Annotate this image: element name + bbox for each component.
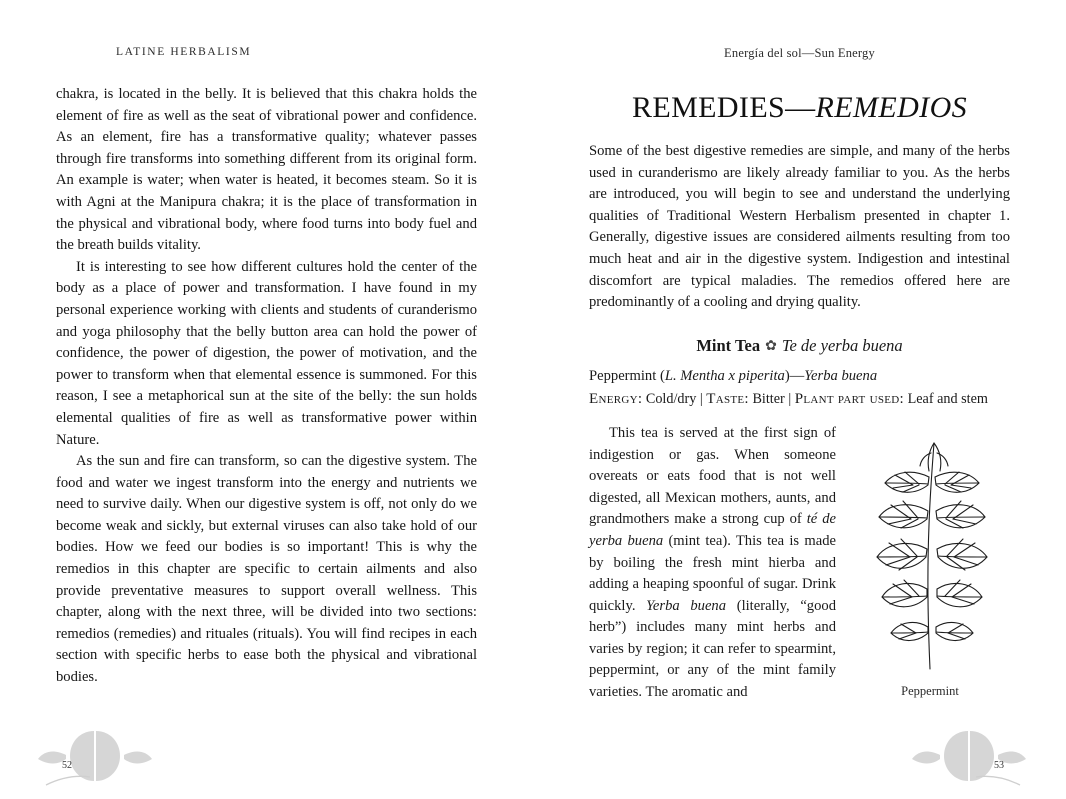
recipe-body-with-figure (589, 423, 1010, 704)
body-text-3: (literally, “good herb”) includes many mint herbs and varies by region; it can refer to spearmint, peppermint, or any of the mint family varieties. The aromatic and (589, 597, 836, 701)
paragraph: It is interesting to see how different cultures hold the center of the body as a place of power and transformation. I have found in my personal experience working with clients and students of curanderismo and yoga philosophy that the belly button area can hold the power of confidence, the power of digestion, the power of motivation, and the power to transform when that elemental essence is summoned. For this reason, I see a metaphorical sun at the site of the belly: the sun holds elemental qualities of fire as well as transformative power within Nature. (56, 258, 477, 448)
page-number-left: 52 (62, 760, 72, 771)
energy-value: Cold/dry (645, 391, 697, 408)
running-head-left: LATINE HERBALISM (116, 46, 252, 58)
paragraph: As the sun and fire can transform, so can the digestive system. The food and water we ingest transform into the energy and nutrients we need to survive daily. When our digestive system is off, not only do we become weak and sickly, but external viruses can also take hold of our bodies. How we feed our bodies is so important! This is why the remedios in this chapter are specific to certain ailments and also provide preventative measures to support overall wellness. This chapter, along with the next three, will be divided into two sections: remedios (remedies) and rituales (rituals). You will find recipes in each section with specific herbs to ease both the physical and vibrational bodies. (56, 453, 477, 686)
paragraph: chakra, is located in the belly. It is believed that this chakra holds the element of fire as well as the seat of vibrational power and confidence. As an element, fire has a transformative quality; whatever passes through fire transforms into something different from its original form. An example is water; when water is heated, it becomes steam. So it is with Agni at the Manipura chakra; it is the place of transformation in the physical and vibrational body, where food turns into body fuel and the breath builds vitality. (56, 86, 477, 254)
leaf-ornament-icon (910, 725, 1030, 789)
recipe-meta-line (589, 389, 1010, 411)
right-page-intro (589, 141, 1010, 314)
recipe-latin-name: L. Mentha x piperita (664, 367, 785, 384)
body-italic-2: Yerba buena (646, 597, 727, 614)
right-page (533, 0, 1066, 799)
running-head-right: Energía del sol—Sun Energy (724, 46, 875, 60)
plant-part-value: Leaf and stem (907, 391, 988, 408)
latin-close-paren: )— (784, 367, 805, 384)
peppermint-figure (850, 425, 1010, 703)
chapter-title (589, 91, 1010, 125)
recipe-botanical-line (589, 366, 1010, 388)
meta-separator: | (699, 391, 703, 408)
chapter-title-italic: REMEDIOS (815, 91, 968, 124)
body-text-2: (mint tea). This tea is made by boiling the fresh mint hierba and adding a heaping spoonful of sugar. Drink quickly. (589, 532, 836, 614)
body-text-1: This tea is served at the first sign of indigestion or gas. When someone overeats or eats food that is not well digested, all Mexican mothers, aunts, and grandmothers make a strong cup of (589, 424, 836, 528)
figure-caption: Peppermint (901, 683, 959, 698)
taste-value: Bitter (752, 391, 785, 408)
recipe-common-name: Peppermint (589, 367, 657, 384)
latin-open-paren: ( (659, 367, 665, 384)
left-page-body (56, 84, 477, 689)
body-italic-1: té de yerba buena (589, 511, 836, 549)
taste-label: Taste: (706, 391, 749, 408)
page-number-right: 53 (994, 760, 1004, 771)
recipe-title-spanish: Te de yerba buena (781, 335, 903, 355)
peppermint-plant-illustration-icon (855, 425, 1005, 675)
leaf-ornament-icon (36, 725, 156, 789)
recipe-title (589, 336, 1010, 356)
plant-part-label: Plant part used: (794, 391, 905, 408)
chapter-title-roman: REMEDIES— (631, 91, 816, 124)
paragraph: Some of the best digestive remedies are simple, and many of the herbs used in curanderismo are likely already familiar to you. As the herbs are introduced, you will begin to see and understand the underlying qualities of Traditional Western Herbalism presented in chapter 1. Generally, digestive issues are considered ailments resulting from too much heat and air in the digestive system. Indigestion and intestinal discomfort are typical maladies. The remedios offered here are predominantly of a cooling and drying quality. (589, 143, 1010, 311)
recipe-spanish-name: Yerba buena (804, 367, 878, 384)
energy-label: Energy: (589, 391, 643, 408)
meta-separator: | (788, 391, 792, 408)
flower-ornament-icon: ✿ (765, 338, 777, 354)
recipe-title-english: Mint Tea (696, 335, 761, 355)
